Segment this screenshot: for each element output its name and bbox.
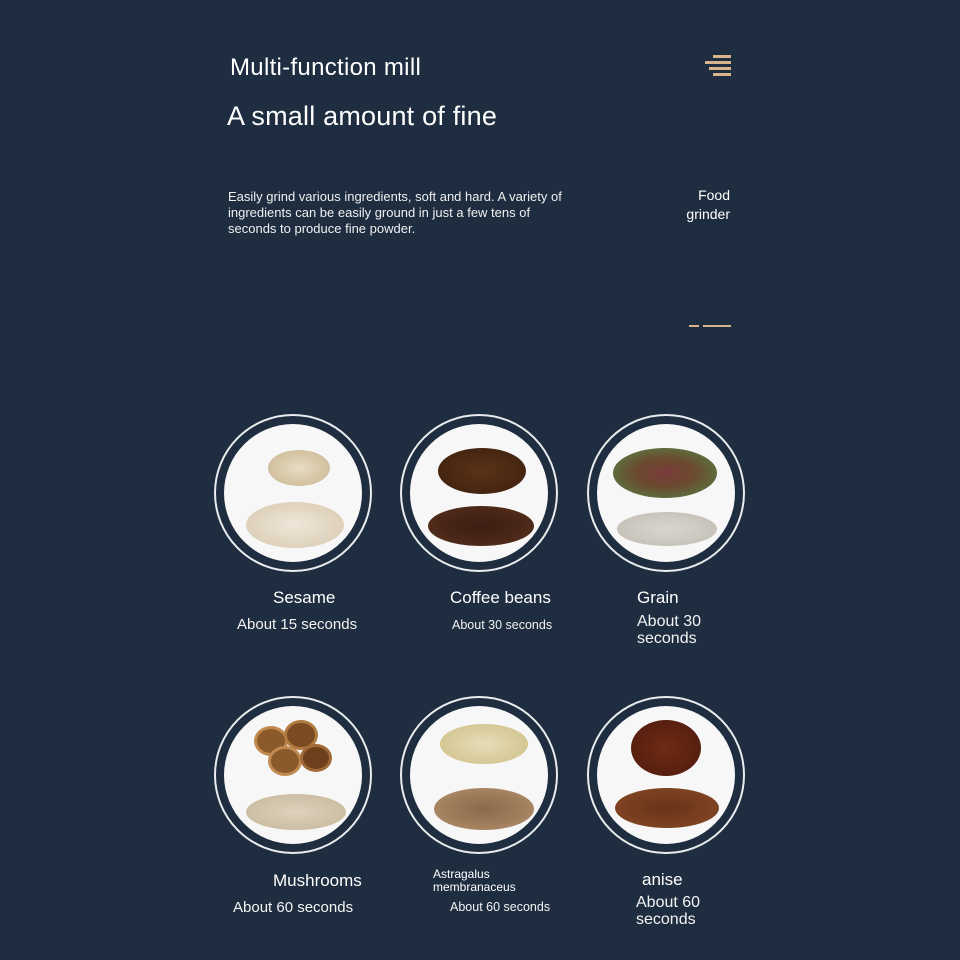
anise-powder-image <box>597 706 735 844</box>
sesame-powder-image <box>224 424 362 562</box>
item-time-grain: About 30 seconds <box>637 613 702 647</box>
item-time-sesame: About 15 seconds <box>237 616 358 633</box>
mushroom-image-circle <box>214 696 372 854</box>
grain-image-circle <box>587 414 745 572</box>
description-text: Easily grind various ingredients, soft and hard. A variety of ingredients can be easily ground in just a few tens of seconds to produce fine powder. <box>228 189 562 236</box>
item-time-mushrooms: About 60 seconds <box>233 899 354 916</box>
item-name-sesame: Sesame <box>273 588 336 607</box>
item-name-mushrooms: Mushrooms <box>273 871 362 890</box>
mushroom-powder-image <box>224 706 362 844</box>
item-name-anise: anise <box>642 870 683 889</box>
coffee-image-circle <box>400 414 558 572</box>
item-name-grain: Grain <box>637 588 679 607</box>
astragalus-powder-image <box>410 706 548 844</box>
sesame-image-circle <box>214 414 372 572</box>
grain-powder-image <box>597 424 735 562</box>
item-time-astragalus: About 60 seconds <box>450 900 551 914</box>
item-time-anise: About 60 seconds <box>636 894 701 928</box>
product-title: Multi-function mill <box>230 54 422 81</box>
item-name-astragalus: Astragalus membranaceus <box>433 867 516 894</box>
anise-image-circle <box>587 696 745 854</box>
menu-icon[interactable] <box>705 55 731 77</box>
side-label-line2: grinder <box>686 206 730 222</box>
item-time-coffee: About 30 seconds <box>452 618 553 632</box>
accent-divider <box>689 325 731 327</box>
side-label-line1: Food <box>698 187 730 203</box>
coffee-powder-image <box>410 424 548 562</box>
side-label <box>686 186 730 224</box>
headline: A small amount of fine <box>227 101 498 131</box>
item-name-coffee: Coffee beans <box>450 588 551 607</box>
astragalus-image-circle <box>400 696 558 854</box>
